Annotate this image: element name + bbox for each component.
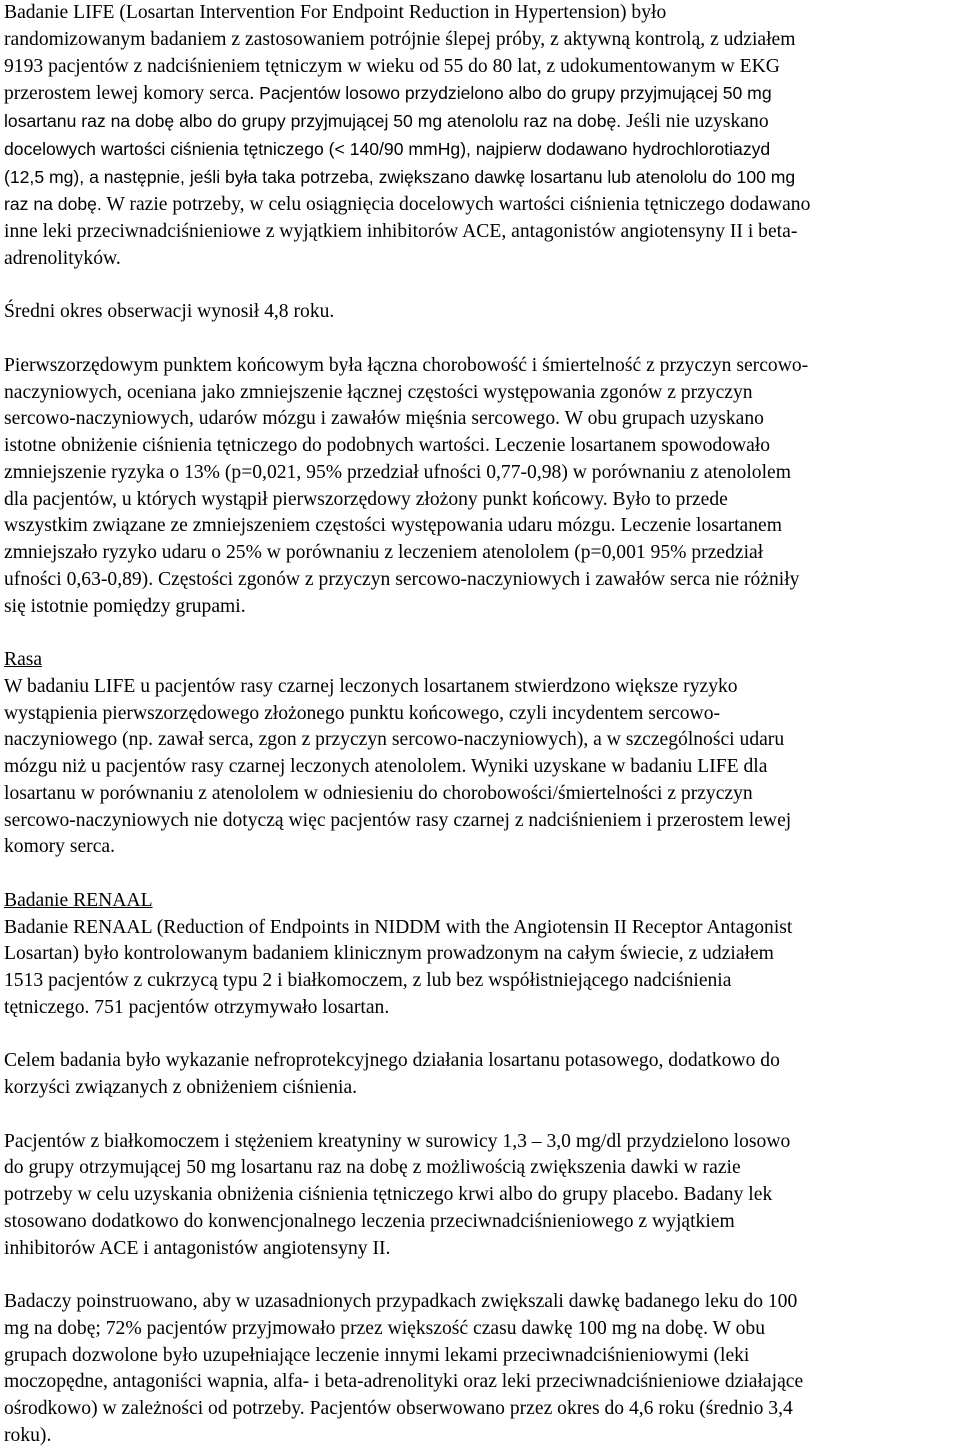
text-line-mixed — [4, 191, 954, 219]
text-span: przerostem lewej komory serca. — [4, 83, 255, 105]
renaal-aim-paragraph — [4, 1048, 954, 1102]
text-line: sercowo-naczyniowych, udarów mózgu i zawałów mięśnia sercowego. W obu grupach uzyskano — [4, 408, 764, 430]
text-line: losartanu w porównaniu z atenololem w odniesieniu do chorobowości/śmiertelności z przyczyn — [4, 782, 753, 804]
renaal-heading: Badanie RENAAL — [4, 889, 153, 911]
text-span-sans: raz na dobę. — [4, 194, 102, 215]
text-line: naczyniowych, oceniana jako zmniejszenie łącznej częstości występowania zgonów z przyczyn — [4, 381, 753, 403]
text-line: dla pacjentów, u których wystąpił pierwszorzędowy złożony punkt końcowy. Było to przede — [4, 488, 728, 510]
text-line-mixed — [4, 108, 954, 136]
text-line: stosowano dodatkowo do konwencjonalnego leczenia przeciwnadciśnieniowego z wyjątkiem — [4, 1210, 735, 1232]
text-span-sans: (12,5 mg), a następnie, jeśli była taka potrzeba, zwiększano dawkę losartanu lub atenololu do 100 mg — [4, 166, 796, 187]
text-line: ośrodkowo) w zależności od potrzeby. Pacjentów obserwowano przez okres do 4,6 roku (średnio 3,4 — [4, 1398, 793, 1419]
text-line — [4, 136, 954, 164]
text-line: mg na dobę; 72% pacjentów przyjmowało przez większość czasu dawkę 100 mg na dobę. W obu — [4, 1317, 766, 1339]
text-line: komory serca. — [4, 836, 115, 858]
paragraph-gap — [4, 1102, 954, 1129]
text-line: inhibitorów ACE i antagonistów angiotensyny II. — [4, 1237, 391, 1259]
text-line: potrzeby w celu uzyskania obniżenia ciśnienia tętniczego krwi albo do grupy placebo. Badany lek — [4, 1184, 773, 1205]
text-line: Badanie LIFE (Losartan Intervention For Endpoint Reduction in Hypertension) było — [4, 2, 667, 23]
text-line: 1513 pacjentów z cukrzycą typu 2 i białkomoczem, z lub bez współistniejącego nadciśnienia — [4, 970, 732, 991]
text-line — [4, 219, 954, 246]
text-span-sans: docelowych wartości ciśnienia tętniczego (< 140/90 mmHg), najpierw dodawano hydrochlorotiazyd — [4, 138, 771, 159]
text-line: się istotnie pomiędzy grupami. — [4, 595, 246, 617]
life-observation-paragraph — [4, 299, 954, 326]
text-line: zmniejszenie ryzyka o 13% (p=0,021, 95% przedział ufności 0,77-0,98) w porównaniu z atenololem — [4, 461, 791, 483]
paragraph-gap — [4, 273, 954, 300]
document-page — [4, 0, 954, 1450]
text-line: Badanie RENAAL (Reduction of Endpoints in NIDDM with the Angiotensin II Receptor Antagonist — [4, 916, 793, 938]
paragraph-gap — [4, 620, 954, 647]
text-line: 9193 pacjentów z nadciśnieniem tętniczym w wieku od 55 do 80 lat, z udokumentowanym w EKG — [4, 55, 780, 77]
text-span-sans: losartanu raz na dobę albo do grupy przyjmującej 50 mg atenololu raz na dobę. — [4, 111, 622, 131]
text-span: adrenolityków. — [4, 247, 121, 269]
text-line: naczyniowego (np. zawał serca, zgon z przyczyn sercowo-naczyniowych), a w szczególności udaru — [4, 729, 785, 751]
text-line: Pacjentów z białkomoczem i stężeniem kreatyniny w surowicy 1,3 – 3,0 mg/dl przydzielono losowo — [4, 1130, 791, 1152]
paragraph-gap — [4, 1262, 954, 1289]
text-span: inne leki przeciwnadciśnieniowe z wyjątkiem inhibitorów ACE, antagonistów angiotensyny II i beta- — [4, 221, 798, 242]
text-line: Badaczy poinstruowano, aby w uzasadnionych przypadkach zwiększali dawkę badanego leku do 100 — [4, 1291, 798, 1312]
text-line — [4, 246, 954, 273]
text-line: Losartan) było kontrolowanym badaniem klinicznym prowadzonym na całym świecie, z udziałem — [4, 943, 774, 965]
text-line-mixed — [4, 80, 954, 108]
text-line: randomizowanym badaniem z zastosowaniem potrójnie ślepej próby, z aktywną kontrolą, z udziałem — [4, 28, 796, 50]
text-span: Jeśli nie uzyskano — [626, 111, 769, 132]
life-endpoint-paragraph — [4, 353, 954, 621]
text-line: W badaniu LIFE u pacjentów rasy czarnej leczonych losartanem stwierdzono większe ryzyko — [4, 675, 738, 697]
text-line: zmniejszało ryzyko udaru o 25% w porównaniu z leczeniem atenololem (p=0,001 95% przedział — [4, 542, 764, 563]
text-line: moczopędne, antagoniści wapnia, alfa- i beta-adrenolityki oraz leki przeciwnadciśnieniowe działające — [4, 1371, 804, 1393]
paragraph-gap — [4, 861, 954, 888]
text-span: W razie potrzeby, w celu osiągnięcia docelowych wartości ciśnienia tętniczego dodawano — [106, 194, 811, 216]
text-line: grupach dozwolone było uzupełniające leczenie innymi lekami przeciwnadciśnieniowymi (leki — [4, 1344, 750, 1366]
text-line: Średni okres obserwacji wynosił 4,8 roku. — [4, 301, 335, 323]
text-line: roku). — [4, 1424, 52, 1446]
text-line: tętniczego. 751 pacjentów otrzymywało losartan. — [4, 996, 390, 1018]
text-line: ufności 0,63-0,89). Częstości zgonów z przyczyn sercowo-naczyniowych i zawałów serca nie różniły — [4, 568, 800, 590]
text-line: wystąpienia pierwszorzędowego złożonego punktu końcowego, czyli incydentem sercowo- — [4, 702, 721, 724]
text-line: sercowo-naczyniowych nie dotyczą więc pacjentów rasy czarnej z nadciśnieniem i przerostem lewej — [4, 809, 792, 831]
renaal-patients-paragraph — [4, 1129, 954, 1263]
text-line: korzyści związanych z obniżeniem ciśnienia. — [4, 1077, 358, 1098]
text-line: Pierwszorzędowym punktem końcowym była łączna chorobowość i śmiertelność z przyczyn sercowo- — [4, 354, 809, 376]
text-line: Celem badania było wykazanie nefroprotekcyjnego działania losartanu potasowego, dodatkowo do — [4, 1050, 780, 1072]
renaal-intro-section — [4, 888, 954, 1022]
life-intro-paragraph — [4, 0, 954, 273]
renaal-dosing-paragraph — [4, 1289, 954, 1450]
race-heading: Rasa — [4, 649, 43, 670]
text-line: istotne obniżenie ciśnienia tętniczego do podobnych wartości. Leczenie losartanem spowodowało — [4, 435, 771, 456]
race-section — [4, 647, 954, 861]
text-line: wszystkim związane ze zmniejszeniem częstości występowania udaru mózgu. Leczenie losartanem — [4, 515, 782, 537]
text-span-sans: Pacjentów losowo przydzielono albo do grupy przyjmującej 50 mg — [259, 83, 772, 104]
text-line: do grupy otrzymującej 50 mg losartanu raz na dobę z możliwością zwiększenia dawki w razie — [4, 1157, 741, 1179]
paragraph-gap — [4, 1022, 954, 1049]
paragraph-gap — [4, 326, 954, 353]
text-line — [4, 164, 954, 192]
text-line: mózgu niż u pacjentów rasy czarnej leczonych atenololem. Wyniki uzyskane w badaniu LIFE dla — [4, 756, 768, 777]
